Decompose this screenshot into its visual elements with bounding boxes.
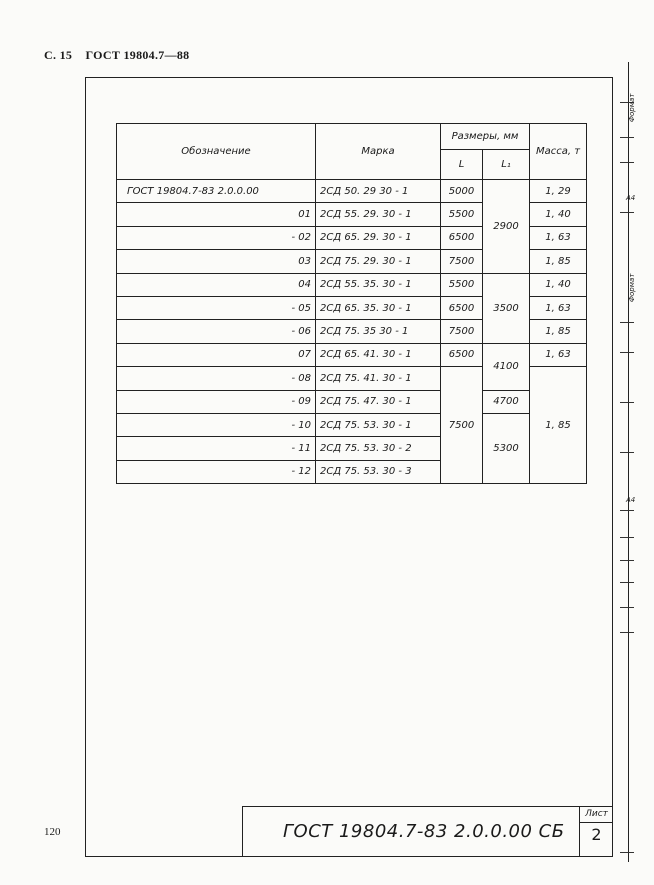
table-row: [117, 180, 587, 203]
standard-code: ГОСТ 19804.7—88: [85, 48, 190, 62]
table-row: [117, 390, 587, 413]
cell-designation: 07: [117, 343, 316, 366]
cell-mark: 2СД 65. 41. 30 - 1: [316, 343, 441, 366]
cell-mark: 2СД 75. 53. 30 - 2: [316, 437, 441, 460]
margin-tick: [620, 452, 634, 453]
cell-mass: 1, 63: [530, 296, 587, 319]
cell-designation: - 10: [117, 413, 316, 436]
page-label: С. 15: [44, 48, 73, 62]
cell-designation: - 09: [117, 390, 316, 413]
header-L1: L₁: [483, 150, 530, 180]
sheet-label: Лист: [580, 809, 613, 823]
margin-tick: [620, 322, 634, 323]
cell-mark: 2СД 75. 53. 30 - 3: [316, 460, 441, 483]
cell-mark: 2СД 75. 35 30 - 1: [316, 320, 441, 343]
cell-mark: 2СД 75. 29. 30 - 1: [316, 250, 441, 273]
margin-tick: [620, 402, 634, 403]
cell-L1: 4700: [483, 390, 530, 413]
cell-mass: 1, 85: [530, 250, 587, 273]
cell-designation: - 08: [117, 367, 316, 390]
cell-mark: 2СД 55. 35. 30 - 1: [316, 273, 441, 296]
sheet-number: 2: [591, 825, 602, 844]
cell-L: 7500: [441, 320, 483, 343]
cell-mark: 2СД 75. 53. 30 - 1: [316, 413, 441, 436]
cell-mass: 1, 63: [530, 226, 587, 249]
cell-L1: 3500: [483, 273, 530, 343]
cell-designation: 01: [117, 203, 316, 226]
cell-L: 5500: [441, 203, 483, 226]
header-mass: Масса, т: [530, 124, 587, 180]
margin-tick: [620, 852, 634, 853]
cell-L1: 5300: [483, 413, 530, 483]
specification-table: [116, 123, 587, 484]
header-designation: Обозначение: [117, 124, 316, 180]
page-header: [44, 48, 189, 63]
title-block: [242, 806, 613, 857]
sheet-box: [579, 807, 613, 857]
table-row: [117, 273, 587, 296]
cell-designation: ГОСТ 19804.7-83 2.0.0.00: [117, 180, 316, 203]
cell-mark: 2СД 65. 35. 30 - 1: [316, 296, 441, 319]
cell-designation: - 11: [117, 437, 316, 460]
cell-mass: 1, 85: [530, 367, 587, 484]
margin-label-format: Формат: [628, 93, 636, 122]
margin-tick: [620, 607, 634, 608]
page-number: 120: [44, 826, 61, 838]
cell-designation: - 12: [117, 460, 316, 483]
margin-label-a4: А4: [626, 194, 636, 202]
header-dimensions: Размеры, мм: [441, 124, 530, 150]
margin-tick: [620, 560, 634, 561]
margin-tick: [620, 137, 634, 138]
cell-mass: 1, 63: [530, 343, 587, 366]
document-code: ГОСТ 19804.7-83 2.0.0.00 СБ: [283, 821, 565, 842]
cell-designation: - 05: [117, 296, 316, 319]
cell-designation: - 06: [117, 320, 316, 343]
margin-tick: [620, 212, 634, 213]
cell-mark: 2СД 75. 41. 30 - 1: [316, 367, 441, 390]
margin-label-a4: А4: [626, 496, 636, 504]
cell-L: 7500: [441, 250, 483, 273]
margin-tick: [620, 582, 634, 583]
cell-L1: 2900: [483, 180, 530, 274]
cell-L: 6500: [441, 343, 483, 366]
cell-L: 7500: [441, 367, 483, 484]
table-row: [117, 343, 587, 366]
margin-tick: [620, 162, 634, 163]
margin-tick: [620, 632, 634, 633]
cell-mark: 2СД 75. 47. 30 - 1: [316, 390, 441, 413]
cell-L: 5500: [441, 273, 483, 296]
cell-designation: 04: [117, 273, 316, 296]
cell-mark: 2СД 65. 29. 30 - 1: [316, 226, 441, 249]
cell-mass: 1, 85: [530, 320, 587, 343]
cell-L: 6500: [441, 226, 483, 249]
table-row: [117, 413, 587, 436]
margin-label-format: Формат: [628, 273, 636, 302]
cell-mark: 2СД 55. 29. 30 - 1: [316, 203, 441, 226]
cell-mass: 1, 40: [530, 273, 587, 296]
cell-designation: 03: [117, 250, 316, 273]
header-L: L: [441, 150, 483, 180]
margin-tick: [620, 510, 634, 511]
cell-mark: 2СД 50. 29 30 - 1: [316, 180, 441, 203]
margin-tick: [620, 537, 634, 538]
cell-mass: 1, 29: [530, 180, 587, 203]
cell-mass: 1, 40: [530, 203, 587, 226]
header-mark: Марка: [316, 124, 441, 180]
cell-L1: 4100: [483, 343, 530, 390]
margin-marks: [620, 62, 654, 862]
margin-tick: [620, 352, 634, 353]
cell-designation: - 02: [117, 226, 316, 249]
cell-L: 6500: [441, 296, 483, 319]
cell-L: 5000: [441, 180, 483, 203]
